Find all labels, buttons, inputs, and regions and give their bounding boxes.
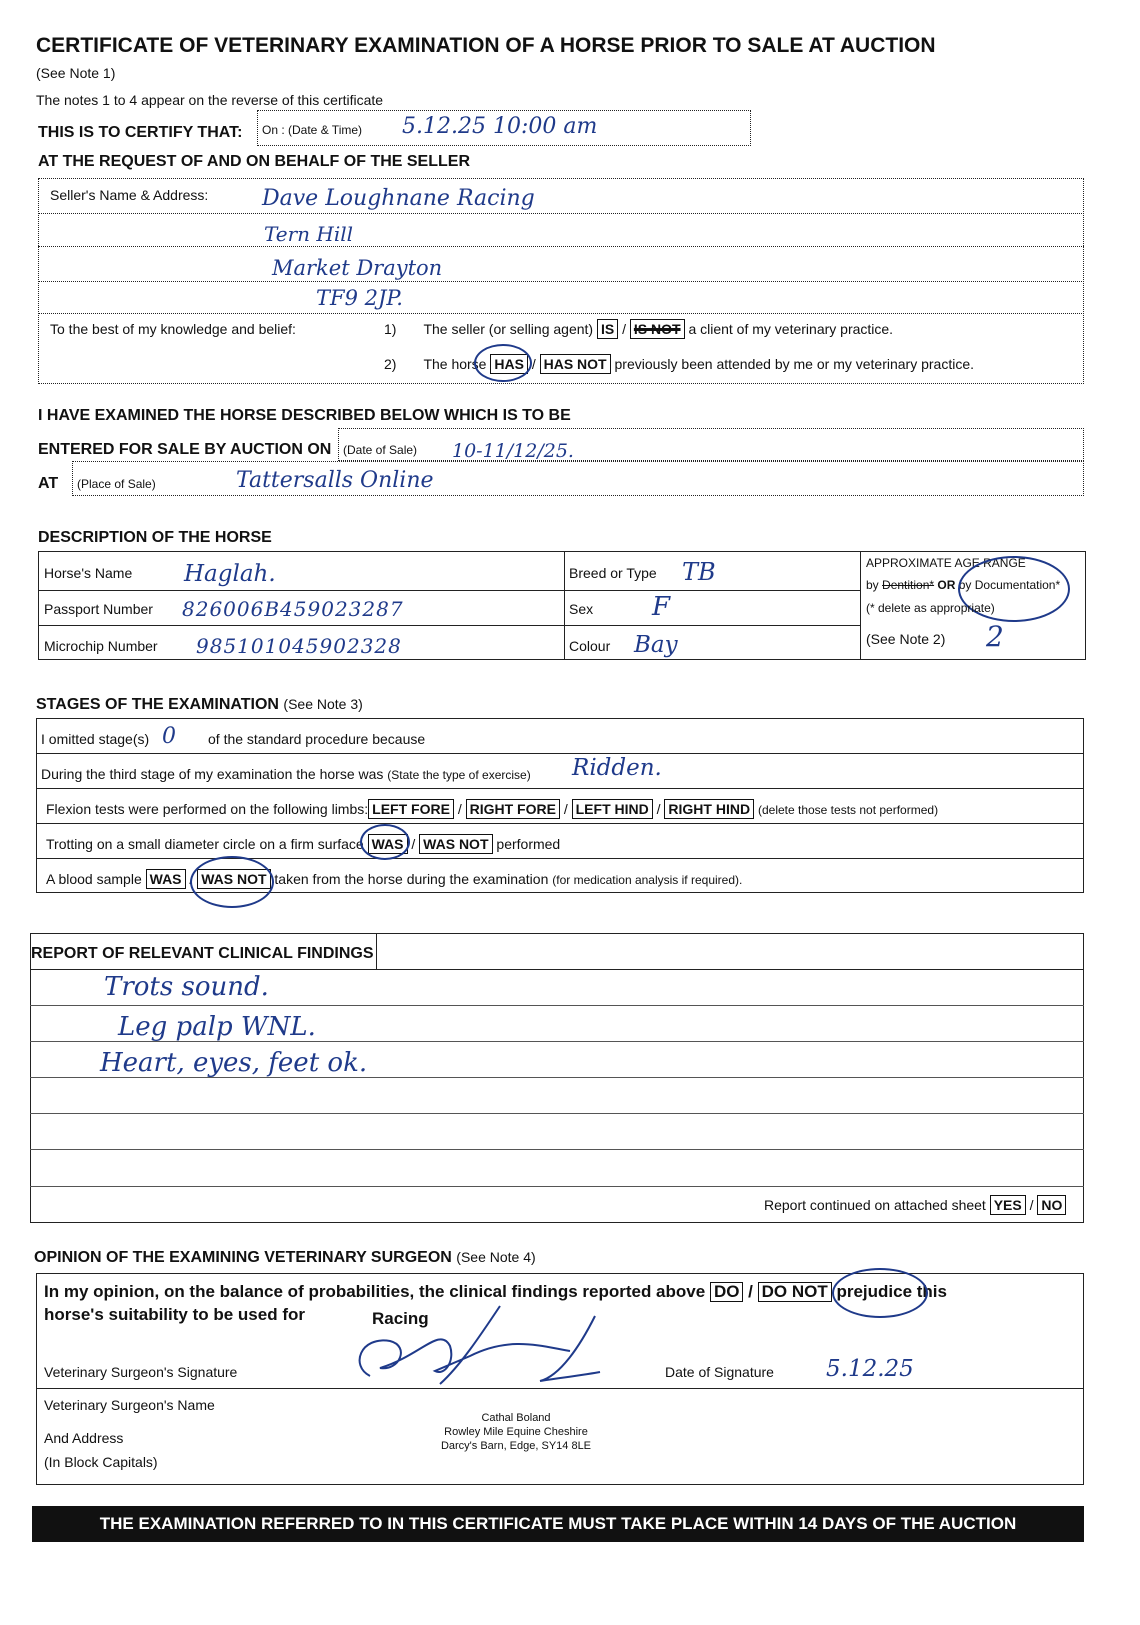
- date-time-label: On : (Date & Time): [262, 123, 363, 137]
- stages-heading-note: (See Note 3): [283, 696, 363, 712]
- omitted-value[interactable]: 0: [162, 724, 176, 749]
- vet-stamp-practice: Rowley Mile Equine Cheshire: [444, 1426, 588, 1438]
- report-line-3[interactable]: Heart, eyes, feet ok.: [100, 1048, 368, 1078]
- report-heading: REPORT OF RELEVANT CLINICAL FINDINGS: [31, 945, 374, 962]
- sale-date-value[interactable]: 10-11/12/25.: [452, 440, 574, 462]
- age-dentition-option[interactable]: Dentition*: [882, 578, 935, 592]
- vet-name-label: Veterinary Surgeon's Name: [44, 1397, 215, 1413]
- examined-label: I HAVE EXAMINED THE HORSE DESCRIBED BELOW WHICH IS TO BE: [38, 407, 571, 424]
- passport-value[interactable]: 826006B459023287: [182, 597, 404, 621]
- date-sig-value[interactable]: 5.12.25: [826, 1356, 914, 1382]
- footer-banner: [32, 1506, 1084, 1542]
- trot-label: Trotting on a small diameter circle on a firm surface: [46, 836, 364, 852]
- age-or: OR: [937, 578, 956, 592]
- donot-circle-mark: [832, 1268, 928, 1318]
- opinion-donot-option[interactable]: DO NOT: [758, 1282, 832, 1302]
- footer-banner-text: THE EXAMINATION REFERRED TO IN THIS CERTIFICATE MUST TAKE PLACE WITHIN 14 DAYS OF THE AUCTION: [99, 1514, 1017, 1533]
- at-label: AT: [38, 475, 59, 492]
- horse-name-label: Horse's Name: [44, 565, 133, 581]
- blood-row: A blood sample WAS / WAS NOT taken from the horse during the examination (for medication analysis if required).: [46, 871, 743, 887]
- report-line-1[interactable]: Trots sound.: [104, 972, 269, 1002]
- opinion-text-post: prejudice this: [836, 1282, 947, 1301]
- third-label: During the third stage of my examination the horse was: [41, 766, 384, 782]
- item2-pre: The horse: [423, 356, 487, 372]
- limb-right-hind-option[interactable]: RIGHT HIND: [664, 799, 754, 819]
- blood-label: A blood sample: [46, 871, 142, 887]
- vet-signature: [330, 1296, 620, 1392]
- entered-label: ENTERED FOR SALE BY AUCTION ON: [38, 441, 332, 458]
- notes-line: The notes 1 to 4 appear on the reverse of this certificate: [36, 92, 384, 108]
- microchip-label: Microchip Number: [44, 638, 158, 654]
- breed-value[interactable]: TB: [682, 558, 716, 586]
- sale-date-label: (Date of Sale): [343, 443, 418, 457]
- seller-isnot-option[interactable]: IS NOT: [630, 319, 685, 339]
- item1-post: a client of my veterinary practice.: [688, 321, 894, 337]
- colour-value[interactable]: Bay: [634, 632, 678, 658]
- stages-heading: [36, 696, 363, 714]
- sig-label: Veterinary Surgeon's Signature: [44, 1364, 238, 1380]
- continued-no-option[interactable]: NO: [1037, 1195, 1066, 1215]
- use-value[interactable]: Racing: [372, 1309, 429, 1328]
- sex-label: Sex: [569, 601, 594, 617]
- sex-value[interactable]: F: [652, 592, 671, 622]
- vet-caps-label: (In Block Capitals): [44, 1454, 158, 1470]
- has-circle-mark: [474, 344, 532, 382]
- seller-line-1[interactable]: Dave Loughnane Racing: [262, 186, 535, 211]
- horse-name-value[interactable]: Haglah.: [184, 561, 276, 587]
- opinion-line2: horse's suitability to be used for: [44, 1305, 305, 1324]
- trot-row: Trotting on a small diameter circle on a firm surface WAS / WAS NOT performed: [46, 836, 561, 852]
- age-note: (See Note 2): [866, 631, 946, 647]
- horse-hasnot-option[interactable]: HAS NOT: [540, 354, 611, 374]
- continued-yes-option[interactable]: YES: [990, 1195, 1026, 1215]
- trot-was-circle-mark: [360, 824, 410, 860]
- opinion-do-option[interactable]: DO: [710, 1282, 744, 1302]
- limb-left-fore-option[interactable]: LEFT FORE: [368, 799, 454, 819]
- item1: 1) The seller (or selling agent) IS / IS NOT a client of my veterinary practice.: [384, 321, 894, 337]
- continued-label: Report continued on attached sheet: [764, 1197, 986, 1213]
- opinion-heading-text: OPINION OF THE EXAMINING VETERINARY SURGEON: [34, 1249, 452, 1266]
- flexion-row: Flexion tests were performed on the following limbs: LEFT FORE / RIGHT FORE / LEFT HIND / RIGHT HIND (delete those tests not performed): [46, 801, 939, 817]
- blood-wasnot-circle-mark: [190, 856, 274, 908]
- third-value[interactable]: Ridden.: [572, 755, 662, 781]
- passport-label: Passport Number: [44, 601, 153, 617]
- trot-was-option[interactable]: WAS: [368, 834, 408, 854]
- item2-num: 2): [384, 356, 397, 372]
- trot-post: performed: [496, 836, 561, 852]
- see-note-1: (See Note 1): [36, 65, 116, 81]
- item2: 2) The horse HAS / HAS NOT previously been attended by me or my veterinary practice.: [384, 356, 975, 372]
- age-by: by: [866, 578, 879, 592]
- vet-stamp-name: Cathal Boland: [481, 1412, 551, 1424]
- continued-row: Report continued on attached sheet YES / NO: [764, 1195, 1066, 1215]
- microchip-value[interactable]: 985101045902328: [196, 634, 402, 658]
- seller-is-option[interactable]: IS: [597, 319, 618, 339]
- report-line-2[interactable]: Leg palp WNL.: [118, 1012, 316, 1042]
- flexion-note: (delete those tests not performed): [757, 803, 939, 817]
- sale-date-box: [338, 428, 1084, 461]
- opinion-heading-note: (See Note 4): [456, 1249, 536, 1265]
- age-label: APPROXIMATE AGE RANGE: [866, 556, 1026, 570]
- vet-stamp: [414, 1411, 618, 1453]
- blood-wasnot-option[interactable]: WAS NOT: [197, 869, 270, 889]
- item1-pre: The seller (or selling agent): [423, 321, 594, 337]
- seller-line-4[interactable]: TF9 2JP.: [316, 286, 403, 310]
- vet-address-label: And Address: [44, 1430, 124, 1446]
- request-label: AT THE REQUEST OF AND ON BEHALF OF THE SELLER: [38, 153, 470, 170]
- opinion-text-pre: In my opinion, on the balance of probabilities, the clinical findings reported above: [44, 1282, 706, 1301]
- blood-was-option[interactable]: WAS: [146, 869, 186, 889]
- omitted-label: I omitted stage(s): [41, 731, 150, 747]
- blood-note: (for medication analysis if required).: [552, 873, 743, 887]
- item2-post: previously been attended by me or my veterinary practice.: [614, 356, 975, 372]
- date-time-value[interactable]: 5.12.25 10:00 am: [402, 114, 598, 139]
- sale-place-box: [72, 461, 1084, 496]
- date-sig-label: Date of Signature: [665, 1364, 774, 1380]
- limb-left-hind-option[interactable]: LEFT HIND: [572, 799, 653, 819]
- seller-line-3[interactable]: Market Drayton: [272, 256, 443, 280]
- colour-label: Colour: [569, 638, 611, 654]
- seller-name-label: Seller's Name & Address:: [50, 187, 209, 203]
- third-stage: [41, 766, 531, 782]
- breed-label: Breed or Type: [569, 565, 657, 581]
- seller-line-2[interactable]: Tern Hill: [264, 222, 354, 246]
- horse-heading: DESCRIPTION OF THE HORSE: [38, 529, 272, 546]
- sale-place-value[interactable]: Tattersalls Online: [236, 468, 434, 493]
- stages-heading-text: STAGES OF THE EXAMINATION: [36, 696, 279, 713]
- page-title: CERTIFICATE OF VETERINARY EXAMINATION OF A HORSE PRIOR TO SALE AT AUCTION: [36, 34, 936, 57]
- omitted-post: of the standard procedure because: [208, 731, 426, 747]
- limb-right-fore-option[interactable]: RIGHT FORE: [466, 799, 560, 819]
- sale-place-label: (Place of Sale): [77, 477, 156, 491]
- flexion-label: Flexion tests were performed on the following limbs:: [46, 801, 369, 817]
- trot-wasnot-option[interactable]: WAS NOT: [419, 834, 492, 854]
- blood-post: taken from the horse during the examination: [274, 871, 549, 887]
- third-note: (State the type of exercise): [387, 768, 531, 782]
- item1-num: 1): [384, 321, 397, 337]
- age-documentation-option[interactable]: by Documentation*: [958, 578, 1061, 592]
- knowledge-label: To the best of my knowledge and belief:: [50, 321, 296, 337]
- age-value[interactable]: 2: [986, 620, 1004, 653]
- age-delete-note: (* delete as appropriate): [866, 601, 995, 615]
- horse-has-option[interactable]: HAS: [490, 354, 528, 374]
- opinion-heading: [34, 1249, 536, 1267]
- opinion-text: In my opinion, on the balance of probabilities, the clinical findings reported above DO / DO NOT prejudice this: [44, 1282, 947, 1301]
- certify-label: THIS IS TO CERTIFY THAT:: [38, 124, 243, 141]
- vet-stamp-address: Darcy's Barn, Edge, SY14 8LE: [440, 1440, 592, 1452]
